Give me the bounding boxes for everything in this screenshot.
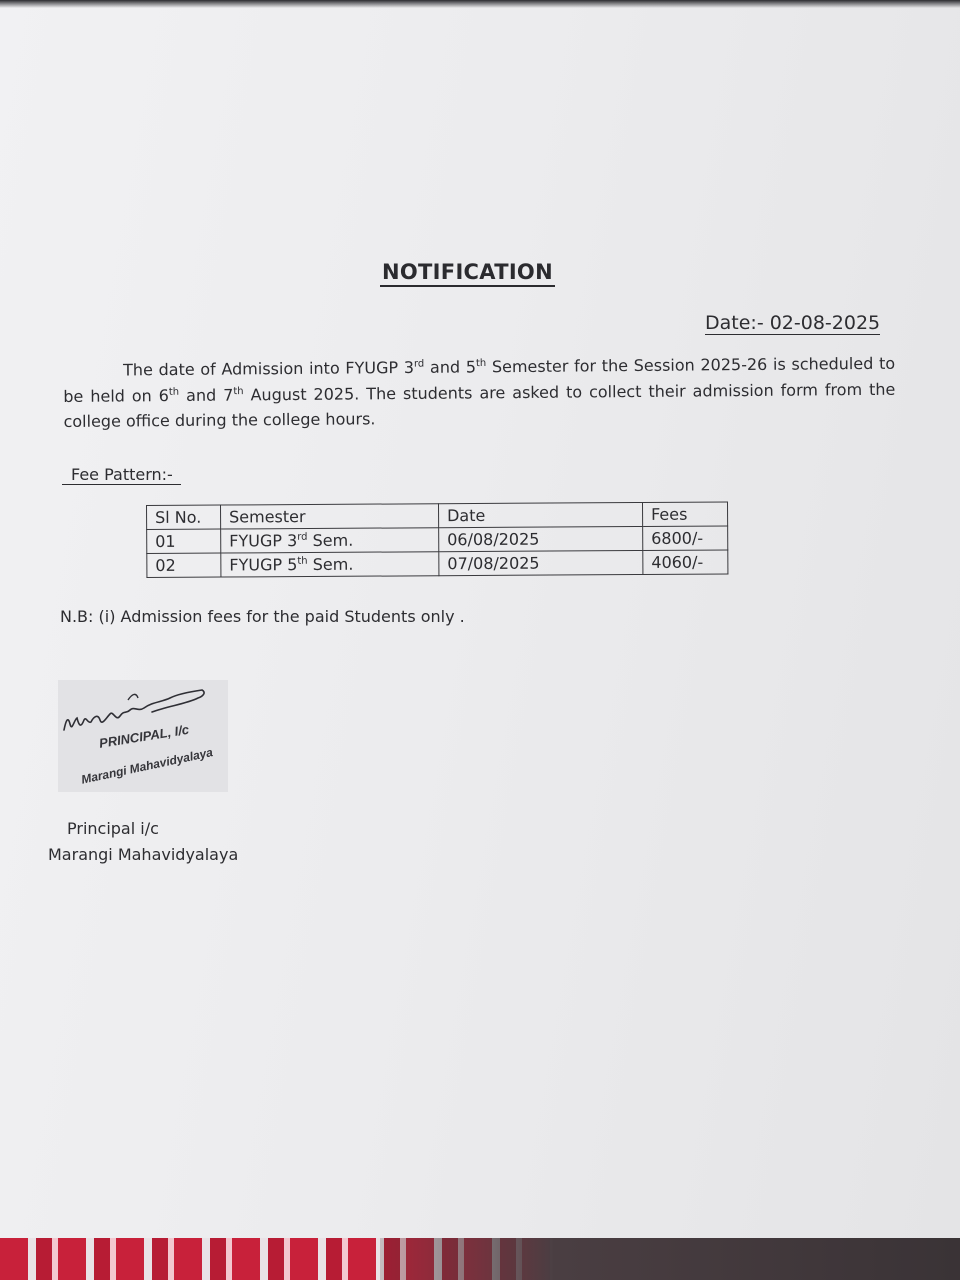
table-row: [147, 550, 728, 578]
cell-date: 07/08/2025: [439, 550, 643, 575]
header-date: Date: [438, 502, 642, 527]
signatory-institution: Marangi Mahavidyalaya: [48, 845, 239, 864]
sem-text: FYUGP 5: [229, 555, 298, 575]
notice-date: Date:- 02-08-2025: [705, 312, 881, 334]
cell-sl: 02: [147, 553, 221, 577]
body-part: August 2025. The students are asked to collect their admission form from the college office during the college hours.: [63, 379, 896, 431]
cloth-shadow: [380, 1238, 960, 1280]
sem-sup: rd: [297, 531, 308, 543]
sem-text: FYUGP 3: [229, 531, 298, 551]
body-sup: th: [475, 357, 487, 370]
cell-semester: [221, 528, 439, 553]
header-fees: Fees: [642, 502, 727, 527]
nb-note: N.B: (i) Admission fees for the paid Students only .: [60, 607, 465, 626]
sem-text: Sem.: [307, 530, 354, 551]
notice-body: [63, 351, 896, 435]
table-header-row: [147, 502, 728, 530]
sem-sup: th: [297, 555, 308, 567]
header-sl: Sl No.: [147, 505, 221, 529]
body-sup: th: [168, 386, 180, 398]
stamp-institution: Marangi Mahavidyalaya: [80, 745, 215, 787]
body-part: Semester for the Session 2025-26 is scheduled to be held on 6: [63, 353, 896, 406]
signatory-designation: Principal i/c: [67, 819, 159, 838]
top-shadow: [0, 0, 960, 8]
cell-fees: 4060/-: [643, 550, 728, 575]
cell-fees: 6800/-: [643, 526, 728, 551]
body-sup: th: [233, 385, 244, 397]
notification-title: NOTIFICATION: [380, 260, 555, 287]
cell-sl: 01: [147, 529, 221, 553]
sem-text: Sem.: [307, 554, 354, 575]
cell-semester: [221, 552, 439, 577]
fee-pattern-label: Fee Pattern:-: [62, 465, 181, 485]
header-semester: Semester: [221, 504, 439, 529]
table-row: [147, 526, 728, 554]
body-sup: rd: [413, 358, 425, 370]
stamp-title: PRINCIPAL, I/c: [98, 721, 191, 751]
fee-table: [146, 501, 728, 578]
body-part: and 7: [179, 385, 234, 405]
body-part: The date of Admission into FYUGP 3: [123, 357, 415, 380]
cell-date: 06/08/2025: [439, 526, 643, 551]
body-part: and 5: [424, 357, 477, 377]
